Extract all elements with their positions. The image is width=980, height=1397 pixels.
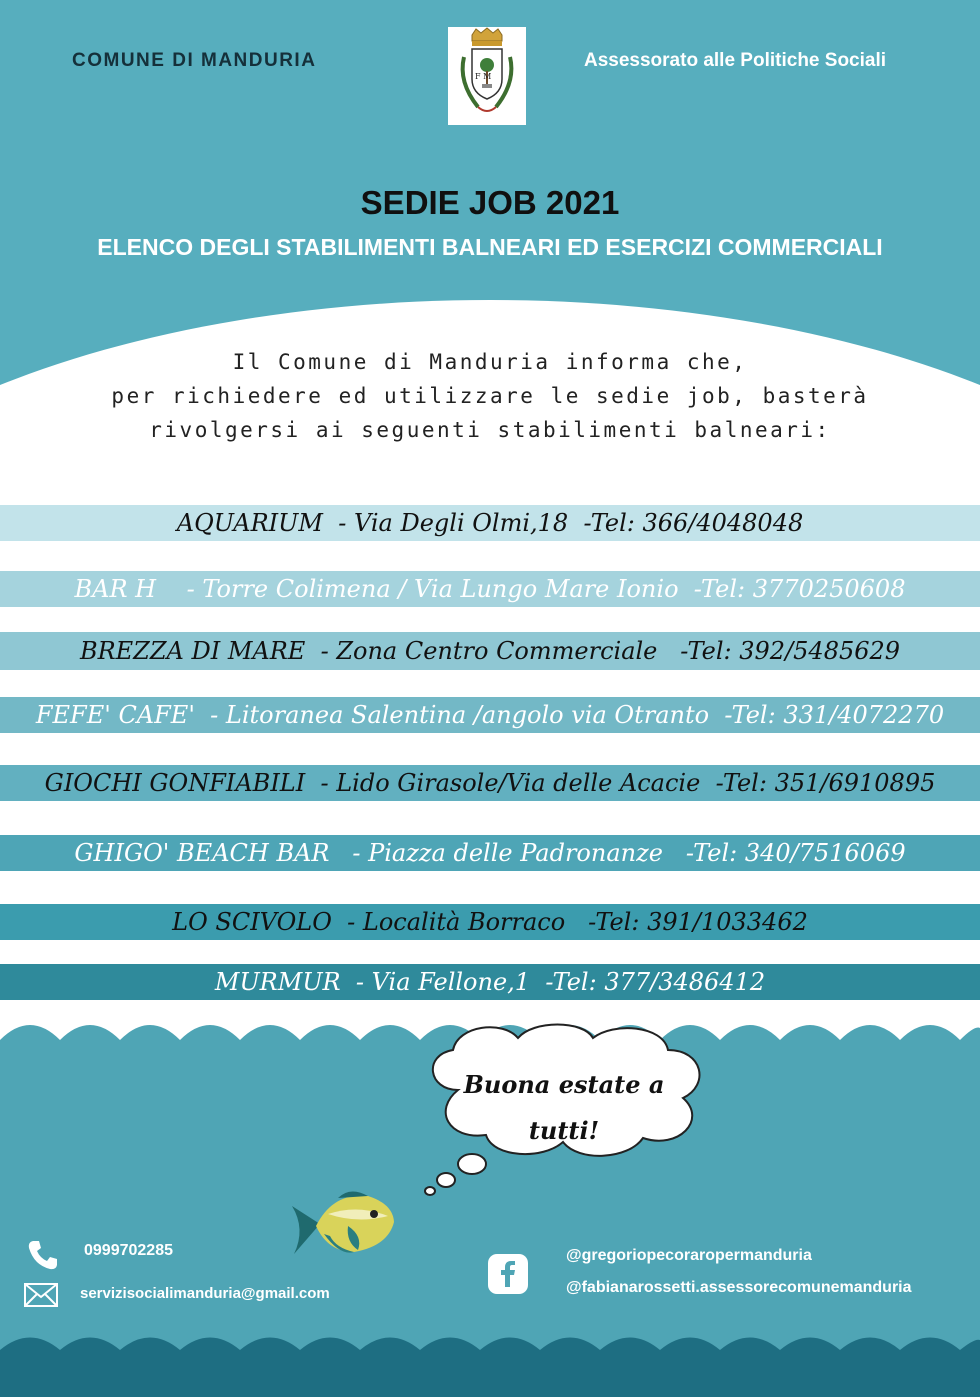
municipal-crest <box>448 27 526 125</box>
location-tel: -Tel: 377/3486412 <box>545 968 766 996</box>
intro-line: per richiedere ed utilizzare le sedie job, basterà <box>111 384 869 408</box>
location-address: Località Borraco <box>362 908 566 936</box>
location-tel: -Tel: 392/5485629 <box>680 637 901 665</box>
location-tel: -Tel: 331/4072270 <box>724 701 945 729</box>
bubble-text <box>454 1062 674 1154</box>
crest-letters: F M <box>475 72 492 81</box>
location-tel: -Tel: 351/6910895 <box>715 769 936 797</box>
location-name: BREZZA DI MARE <box>79 637 306 665</box>
email-address: servizisocialimanduria@gmail.com <box>80 1285 330 1302</box>
location-row: GHIGO' BEACH BAR - Piazza delle Padronanze -Tel: 340/7516069 <box>0 835 980 871</box>
location-tel: -Tel: 391/1033462 <box>588 908 808 936</box>
mail-icon <box>24 1283 58 1307</box>
location-row: LO SCIVOLO - Località Borraco -Tel: 391/1033462 <box>0 904 980 940</box>
location-name: FEFE' CAFE' <box>35 701 195 729</box>
page-subtitle: ELENCO DEGLI STABILIMENTI BALNEARI ED ESERCIZI COMMERCIALI <box>97 234 883 260</box>
bubble-line: tutti! <box>528 1116 600 1145</box>
location-tel: -Tel: 340/7516069 <box>685 839 906 867</box>
social-handle[interactable]: @fabianarossetti.assessorecomunemanduria <box>566 1279 912 1296</box>
intro-line: rivolgersi ai seguenti stabilimenti balneari: <box>149 418 831 442</box>
location-tel: -Tel: 3770250608 <box>693 575 906 603</box>
intro-text <box>0 345 980 447</box>
location-name: BAR H <box>74 575 157 603</box>
intro-line: Il Comune di Manduria informa che, <box>232 350 748 374</box>
location-name: MURMUR <box>214 968 341 996</box>
location-row: BREZZA DI MARE - Zona Centro Commerciale -Tel: 392/5485629 <box>0 632 980 670</box>
location-address: Torre Colimena / Via Lungo Mare Ionio <box>202 575 679 603</box>
location-name: LO SCIVOLO <box>172 908 332 936</box>
phone-icon <box>26 1238 60 1272</box>
location-row: BAR H - Torre Colimena / Via Lungo Mare Ionio -Tel: 3770250608 <box>0 571 980 607</box>
location-address: Via Fellone,1 <box>371 968 531 996</box>
fish-illustration <box>288 1184 398 1268</box>
thought-dots <box>420 1150 490 1200</box>
municipality-name: COMUNE DI MANDURIA <box>72 50 317 71</box>
location-row: AQUARIUM - Via Degli Olmi,18 -Tel: 366/4048048 <box>0 505 980 541</box>
location-address: Piazza delle Padronanze <box>368 839 663 867</box>
social-handle[interactable]: @gregoriopecoraropermanduria <box>566 1247 812 1264</box>
page-title: SEDIE JOB 2021 <box>360 184 620 221</box>
location-name: AQUARIUM <box>176 509 323 537</box>
facebook-icon <box>487 1253 529 1295</box>
bottom-wave <box>0 1320 980 1397</box>
location-tel: -Tel: 366/4048048 <box>583 509 804 537</box>
location-row: FEFE' CAFE' - Litoranea Salentina /angolo via Otranto -Tel: 331/4072270 <box>0 697 980 733</box>
bubble-line: Buona estate a <box>463 1070 665 1099</box>
department-name: Assessorato alle Politiche Sociali <box>584 50 887 71</box>
location-address: Zona Centro Commerciale <box>336 637 658 665</box>
location-address: Via Degli Olmi,18 <box>353 509 569 537</box>
location-address: Lido Girasole/Via delle Acacie <box>336 769 701 797</box>
phone-number: 0999702285 <box>84 1242 173 1259</box>
location-name: GIOCHI GONFIABILI <box>44 769 306 797</box>
location-row: MURMUR - Via Fellone,1 -Tel: 377/3486412 <box>0 964 980 1000</box>
location-address: Litoranea Salentina /angolo via Otranto <box>225 701 710 729</box>
location-row: GIOCHI GONFIABILI - Lido Girasole/Via delle Acacie -Tel: 351/6910895 <box>0 765 980 801</box>
location-name: GHIGO' BEACH BAR <box>74 839 330 867</box>
